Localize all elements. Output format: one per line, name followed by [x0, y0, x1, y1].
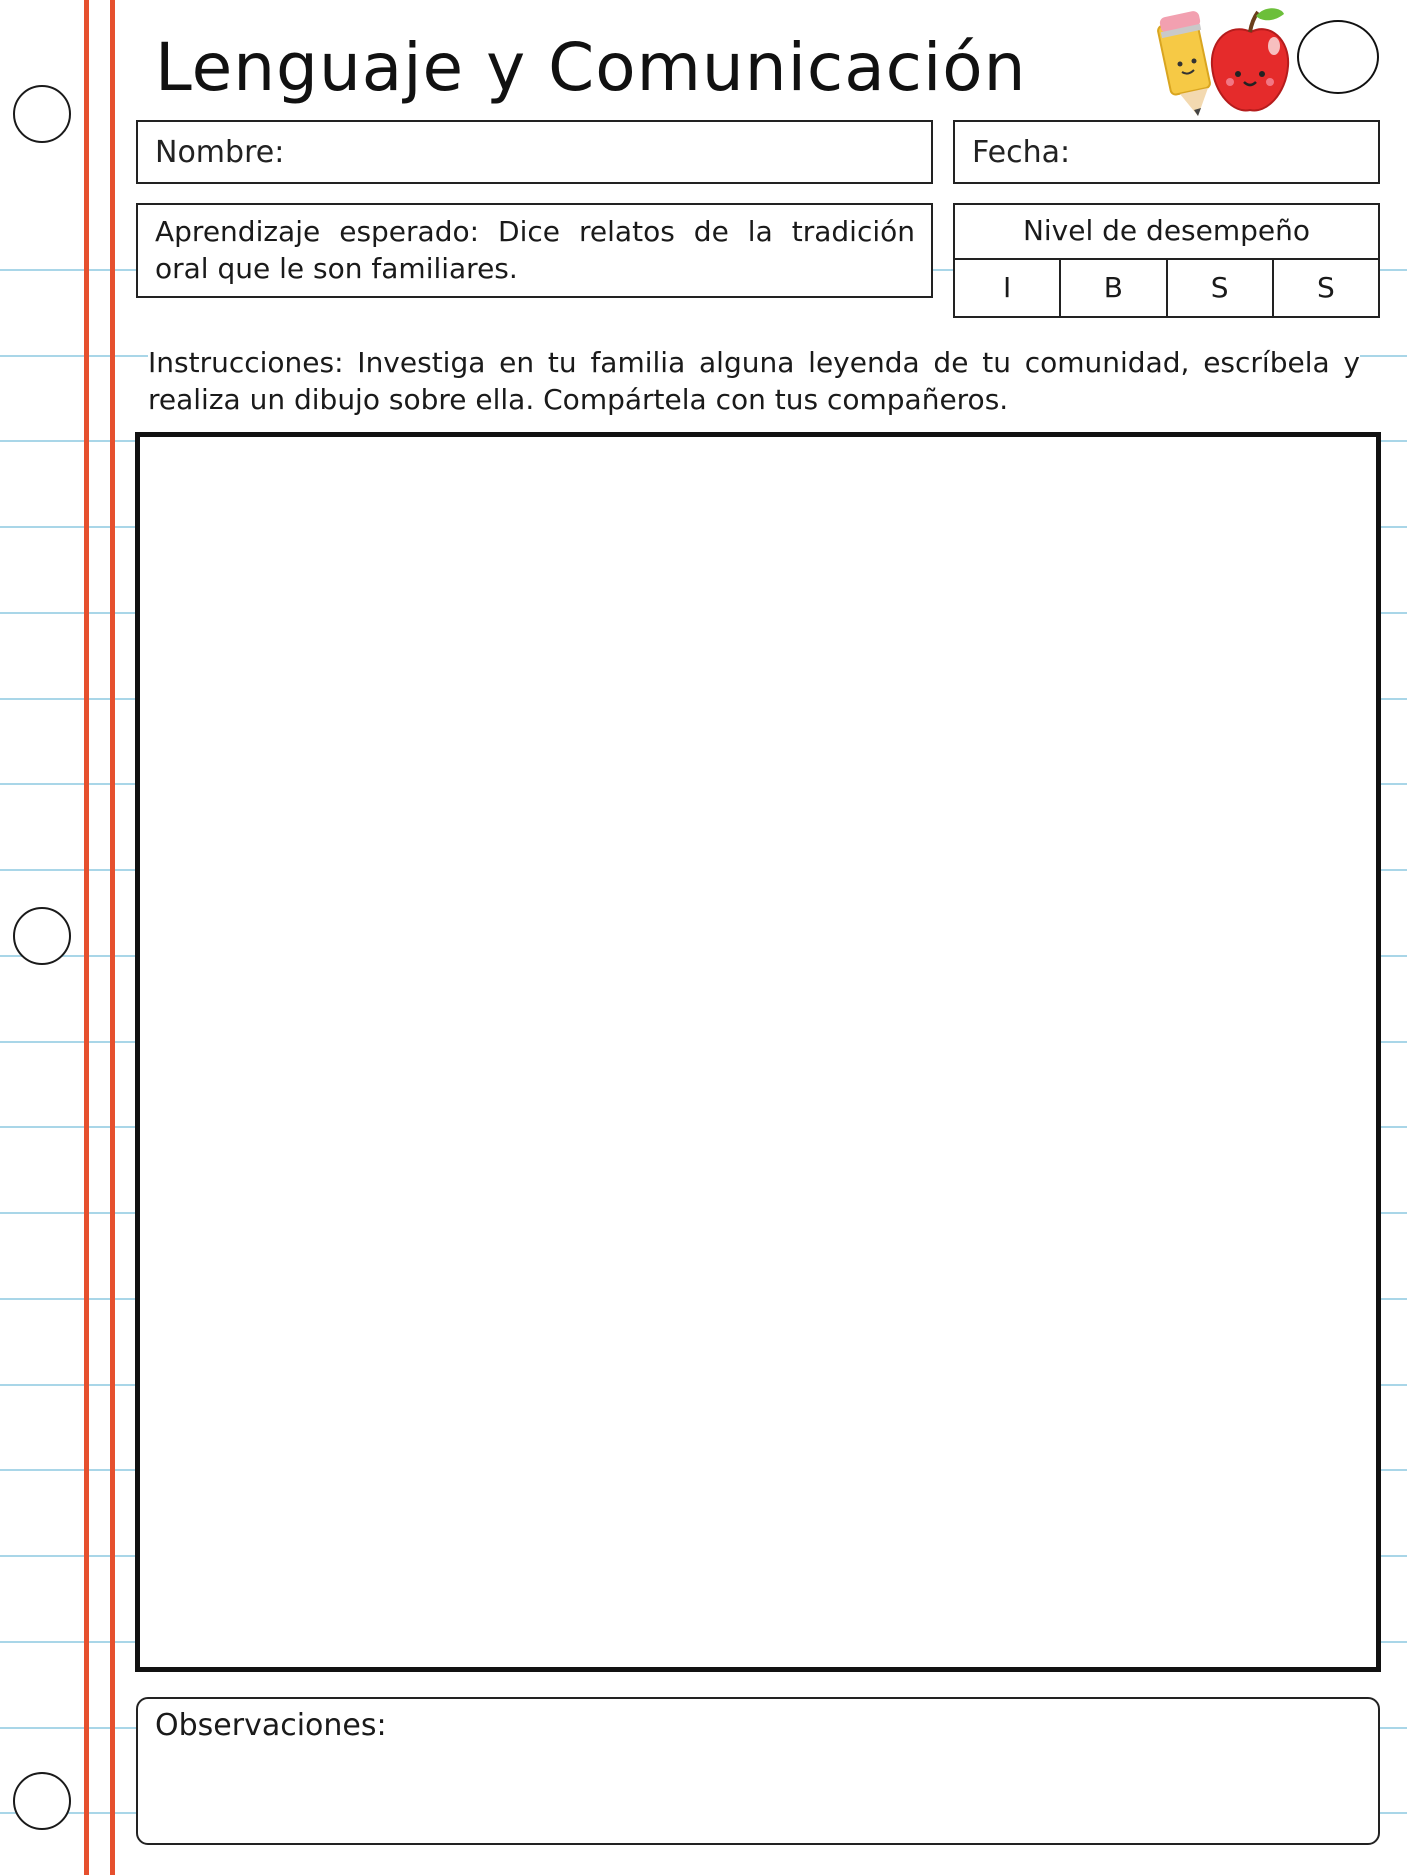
nivel-cell[interactable]: S	[1316, 271, 1335, 304]
nivel-cell[interactable]: I	[955, 260, 1061, 318]
page-title: Lenguaje y Comunicación	[155, 29, 1027, 106]
nivel-title: Nivel de desempeño	[955, 205, 1378, 260]
drawing-area[interactable]	[135, 432, 1381, 1672]
observaciones-label: Observaciones:	[155, 1708, 387, 1743]
nivel-levels	[955, 260, 1378, 318]
grade-circle[interactable]	[1297, 20, 1379, 94]
observaciones-box[interactable]	[136, 1697, 1380, 1845]
aprendizaje-text: Aprendizaje esperado: Dice relatos de la tradición oral que le son familiares.	[155, 215, 915, 285]
binder-hole	[13, 85, 71, 143]
nivel-desempeno-table	[953, 203, 1380, 318]
nombre-field[interactable]	[136, 120, 933, 184]
margin-line	[84, 0, 89, 1875]
aprendizaje-box	[136, 203, 933, 298]
nombre-label: Nombre:	[155, 135, 285, 170]
binder-hole	[13, 1772, 71, 1830]
fecha-label: Fecha:	[972, 135, 1071, 170]
margin-line	[110, 0, 115, 1875]
nivel-cell[interactable]: S	[1168, 260, 1274, 318]
apple-sticker-icon	[1212, 8, 1288, 110]
fecha-field[interactable]	[953, 120, 1380, 184]
nivel-cell[interactable]: B	[1061, 260, 1167, 318]
instrucciones-text: Instrucciones: Investiga en tu familia alguna leyenda de tu comunidad, escríbela y realiza un dibujo sobre ella. Compártela con tus compañeros.	[148, 346, 1360, 416]
header-stickers	[1150, 2, 1305, 122]
binder-hole	[13, 907, 71, 965]
pencil-sticker-icon	[1157, 10, 1211, 116]
